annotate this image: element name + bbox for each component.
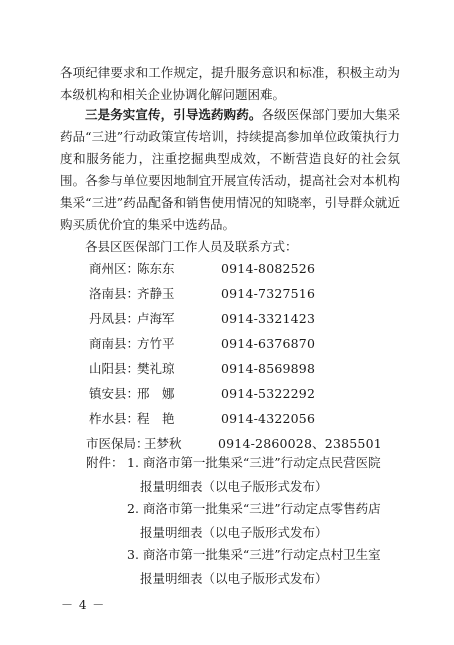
contact-name: 卢海军 bbox=[137, 311, 175, 326]
contact-row bbox=[89, 308, 315, 330]
attachment-line-2: 报量明细表（以电子版形式发布） bbox=[140, 525, 328, 540]
contact-phone: 0914-2860028、2385501 bbox=[218, 436, 382, 451]
contact-name: 程 艳 bbox=[137, 411, 175, 426]
attachment-line-1: 3. 商洛市第一批集采“三进”行动定点村卫生室 bbox=[127, 547, 381, 562]
page-number: － 4 － bbox=[61, 598, 106, 612]
attachment-line-1: 2. 商洛市第一批集采“三进”行动定点零售药店 bbox=[127, 501, 381, 516]
contact-phone: 0914-4322056 bbox=[221, 411, 316, 426]
contact-row bbox=[89, 333, 315, 355]
paragraph-1: 各项纪律要求和工作规定，提升服务意识和标准，积极主动为本级机构和相关企业协调化解问题困难。 bbox=[60, 65, 400, 102]
attachment-item bbox=[127, 451, 417, 499]
attachment-line-1: 1. 商洛市第一批集采“三进”行动定点民营医院 bbox=[127, 455, 381, 470]
contact-row bbox=[89, 358, 315, 380]
contact-phone: 0914-8569898 bbox=[221, 361, 316, 376]
attachments-label: 附件： bbox=[86, 455, 124, 470]
contact-phone: 0914-6376870 bbox=[221, 336, 316, 351]
attachment-line-2: 报量明细表（以电子版形式发布） bbox=[140, 479, 328, 494]
contact-row bbox=[89, 408, 315, 430]
contact-name: 方竹平 bbox=[137, 336, 175, 351]
paragraph-2-body: 各级医保部门要加大集采药品“三进”行动政策宣传培训，持续提高参加单位政策执行力度和服务能力，注重挖掘典型成效，不断营造良好的社会氛围。各参与单位要因地制宜开展宣传活动，提高社会对本机构集采“三进”药品配备和销售使用情况的知晓率，引导群众就近购买质优价宜的集采中选药品。 bbox=[60, 107, 400, 232]
contact-area: 柞水县： bbox=[89, 411, 140, 426]
contact-area: 商南县： bbox=[89, 336, 140, 351]
contacts-title: 各县区医保部门工作人员及联系方式： bbox=[85, 239, 298, 254]
attachment-item bbox=[127, 497, 417, 545]
contact-name: 陈东东 bbox=[137, 261, 175, 276]
contact-name: 邢 娜 bbox=[137, 386, 175, 401]
paragraph-2 bbox=[60, 104, 400, 236]
contact-row bbox=[89, 283, 315, 305]
attachment-item bbox=[127, 543, 417, 591]
contact-area: 丹凤县： bbox=[89, 311, 140, 326]
contact-area: 商州区： bbox=[89, 261, 140, 276]
contact-area: 市医保局： bbox=[86, 436, 149, 451]
contact-area: 洛南县： bbox=[89, 286, 140, 301]
contact-row bbox=[89, 258, 315, 280]
contact-phone: 0914-7327516 bbox=[221, 286, 316, 301]
contact-name: 齐静玉 bbox=[137, 286, 175, 301]
contact-area: 镇安县： bbox=[89, 386, 140, 401]
contact-name: 王梦秋 bbox=[144, 436, 182, 451]
contact-name: 樊礼琼 bbox=[137, 361, 175, 376]
contact-phone: 0914-8082526 bbox=[221, 261, 316, 276]
contact-row bbox=[89, 383, 315, 405]
contact-phone: 0914-3321423 bbox=[221, 311, 316, 326]
paragraph-2-heading: 三是务实宣传，引导选药购药。 bbox=[85, 107, 262, 122]
contact-area: 山阳县： bbox=[89, 361, 140, 376]
attachment-line-2: 报量明细表（以电子版形式发布） bbox=[140, 571, 328, 586]
contact-phone: 0914-5322292 bbox=[221, 386, 316, 401]
